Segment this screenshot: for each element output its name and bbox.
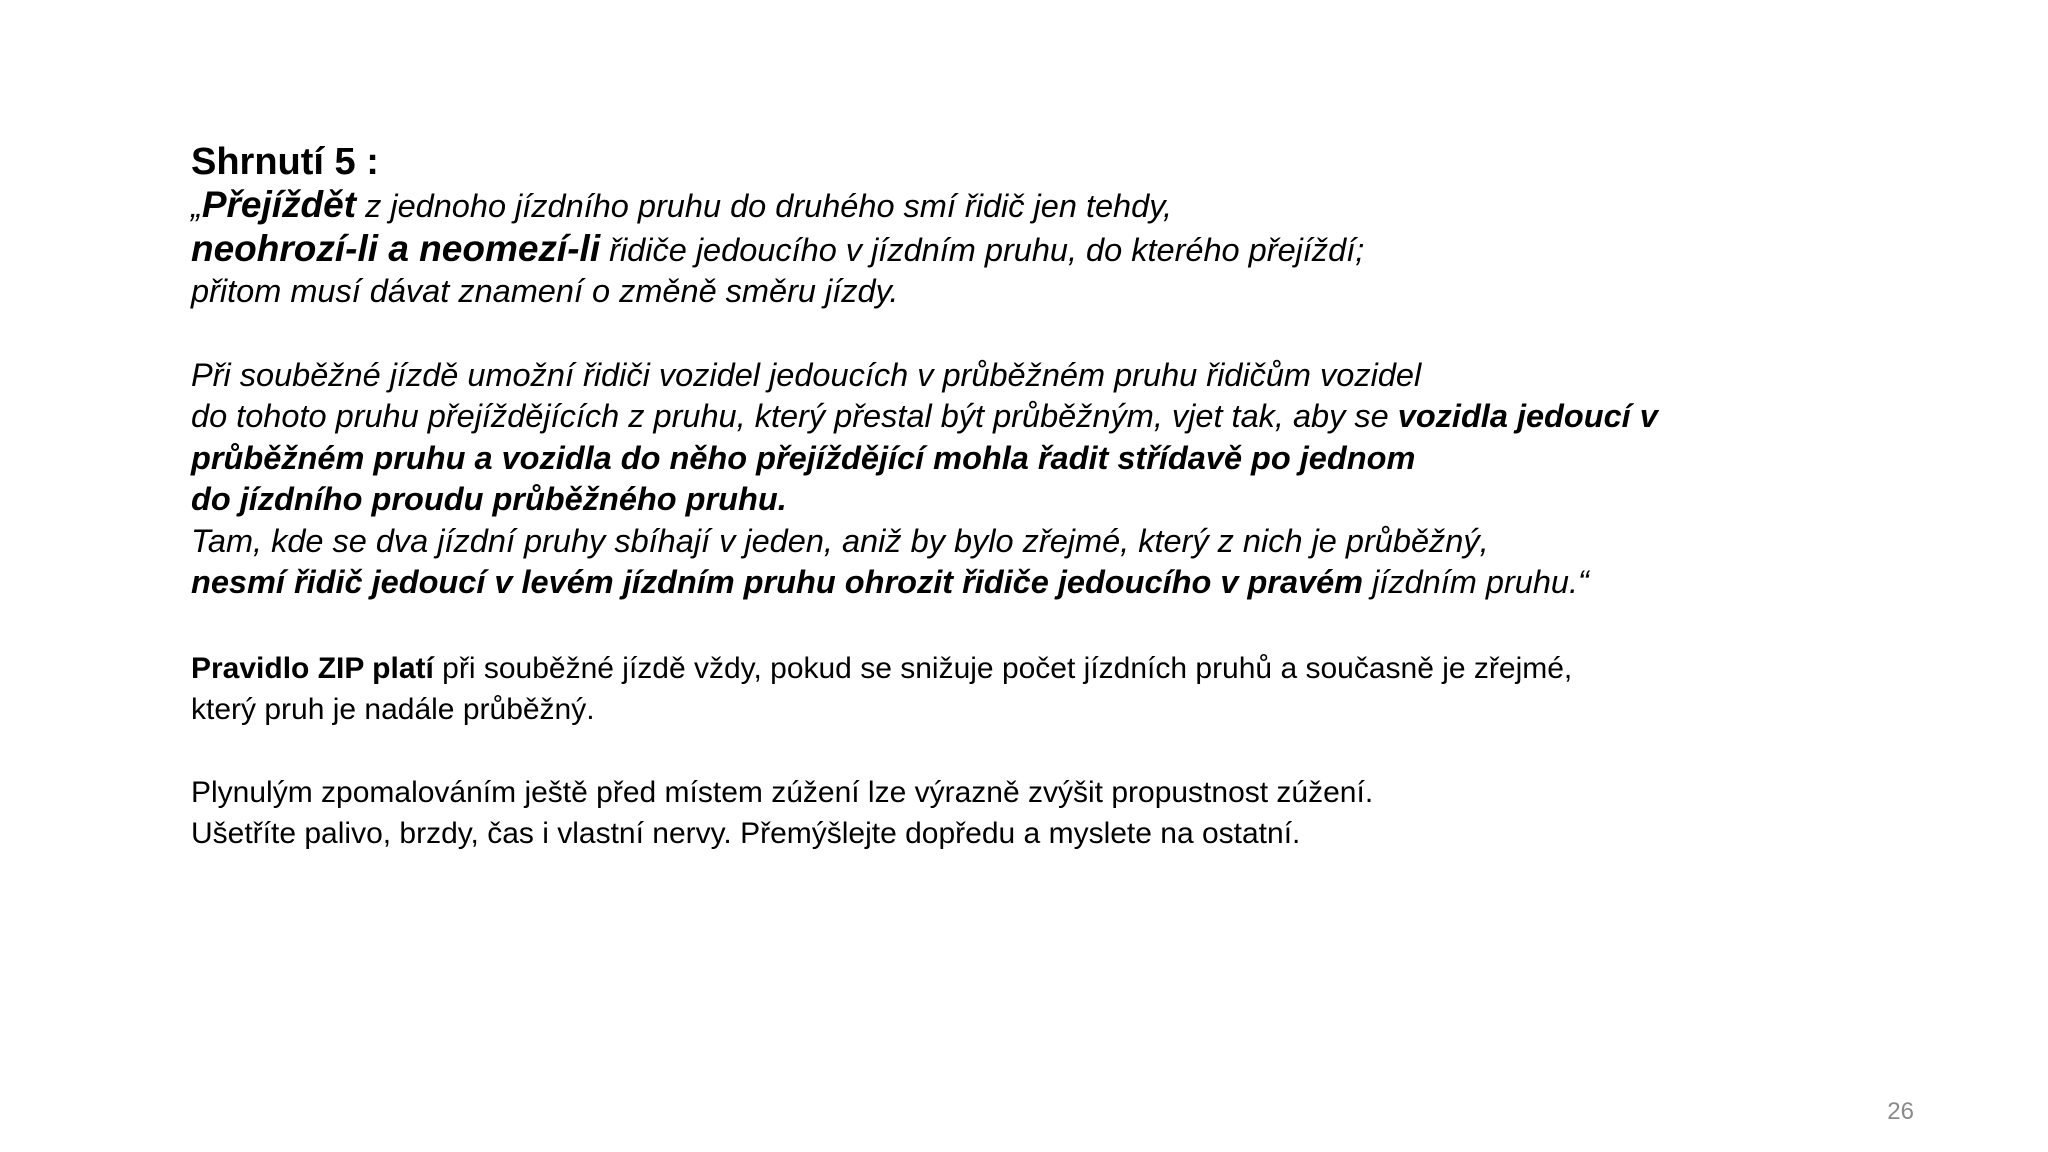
quote-open-mark: „	[191, 188, 202, 224]
zip-rule-line-2: který pruh je nadále průběžný.	[191, 692, 595, 726]
quote-line-2	[191, 228, 1991, 272]
quote-line-3: přitom musí dávat znamení o změně směru jízdy.	[191, 273, 899, 309]
quote-line-2-text: řidiče jedoucího v jízdním pruhu, do kterého přejíždí;	[600, 231, 1365, 268]
zip-rule-line-1	[191, 648, 1991, 689]
spacer	[191, 730, 1991, 772]
quote-line-5	[191, 396, 1991, 438]
quote-line-9	[191, 562, 1991, 604]
quote-line-9-emphasis: nesmí řidič jedoucí v levém jízdním pruhu ohrozit řidiče jedoucího v pravém	[191, 564, 1364, 600]
quote-line-6	[191, 438, 1991, 480]
spacer	[191, 604, 1991, 648]
page-number: 26	[1887, 1098, 1914, 1125]
quote-line-5-emphasis: vozidla jedoucí v	[1397, 398, 1658, 434]
quote-line-9-text: jízdním pruhu.“	[1363, 564, 1589, 600]
quote-keyword-neohrozi: neohrozí-li a neomezí-li	[191, 227, 601, 269]
quote-line-6-emphasis: průběžném pruhu a vozidla do něho přejíždějící mohla řadit střídavě po jednom	[191, 439, 1416, 476]
summary-heading: Shrnutí 5 :	[191, 141, 379, 183]
zip-rule-text: při souběžné jízdě vždy, pokud se snižuje počet jízdních pruhů a současně je zřejmé,	[433, 651, 1573, 685]
quote-line-4: Při souběžné jízdě umožní řidiči vozidel jedoucích v průběžném pruhu řidičům vozidel	[191, 356, 1422, 393]
spacer	[191, 313, 1991, 355]
quote-line-1-text: z jednoho jízdního pruhu do druhého smí řidič jen tehdy,	[356, 188, 1173, 224]
quote-line-8: Tam, kde se dva jízdní pruhy sbíhají v jeden, aniž by bylo zřejmé, který z nich je průběžný,	[191, 522, 1489, 559]
quote-line-7-emphasis: do jízdního proudu průběžného pruhu.	[191, 481, 787, 517]
advice-line-1: Plynulým zpomalováním ještě před místem zúžení lze výrazně zvýšit propustnost zúžení.	[191, 775, 1374, 809]
zip-rule-title: Pravidlo ZIP platí	[191, 651, 434, 685]
quote-line-1	[191, 184, 1991, 228]
quote-line-5-text: do tohoto pruhu přejíždějících z pruhu, který přestal být průběžným, vjet tak, aby se	[191, 398, 1398, 434]
quote-line-7	[191, 479, 1991, 521]
advice-line-2: Ušetříte palivo, brzdy, čas i vlastní nervy. Přemýšlejte dopředu a myslete na ostatní.	[191, 816, 1301, 850]
quote-keyword-prejizdet: Přejíždět	[201, 184, 357, 225]
slide-content	[191, 140, 1991, 854]
